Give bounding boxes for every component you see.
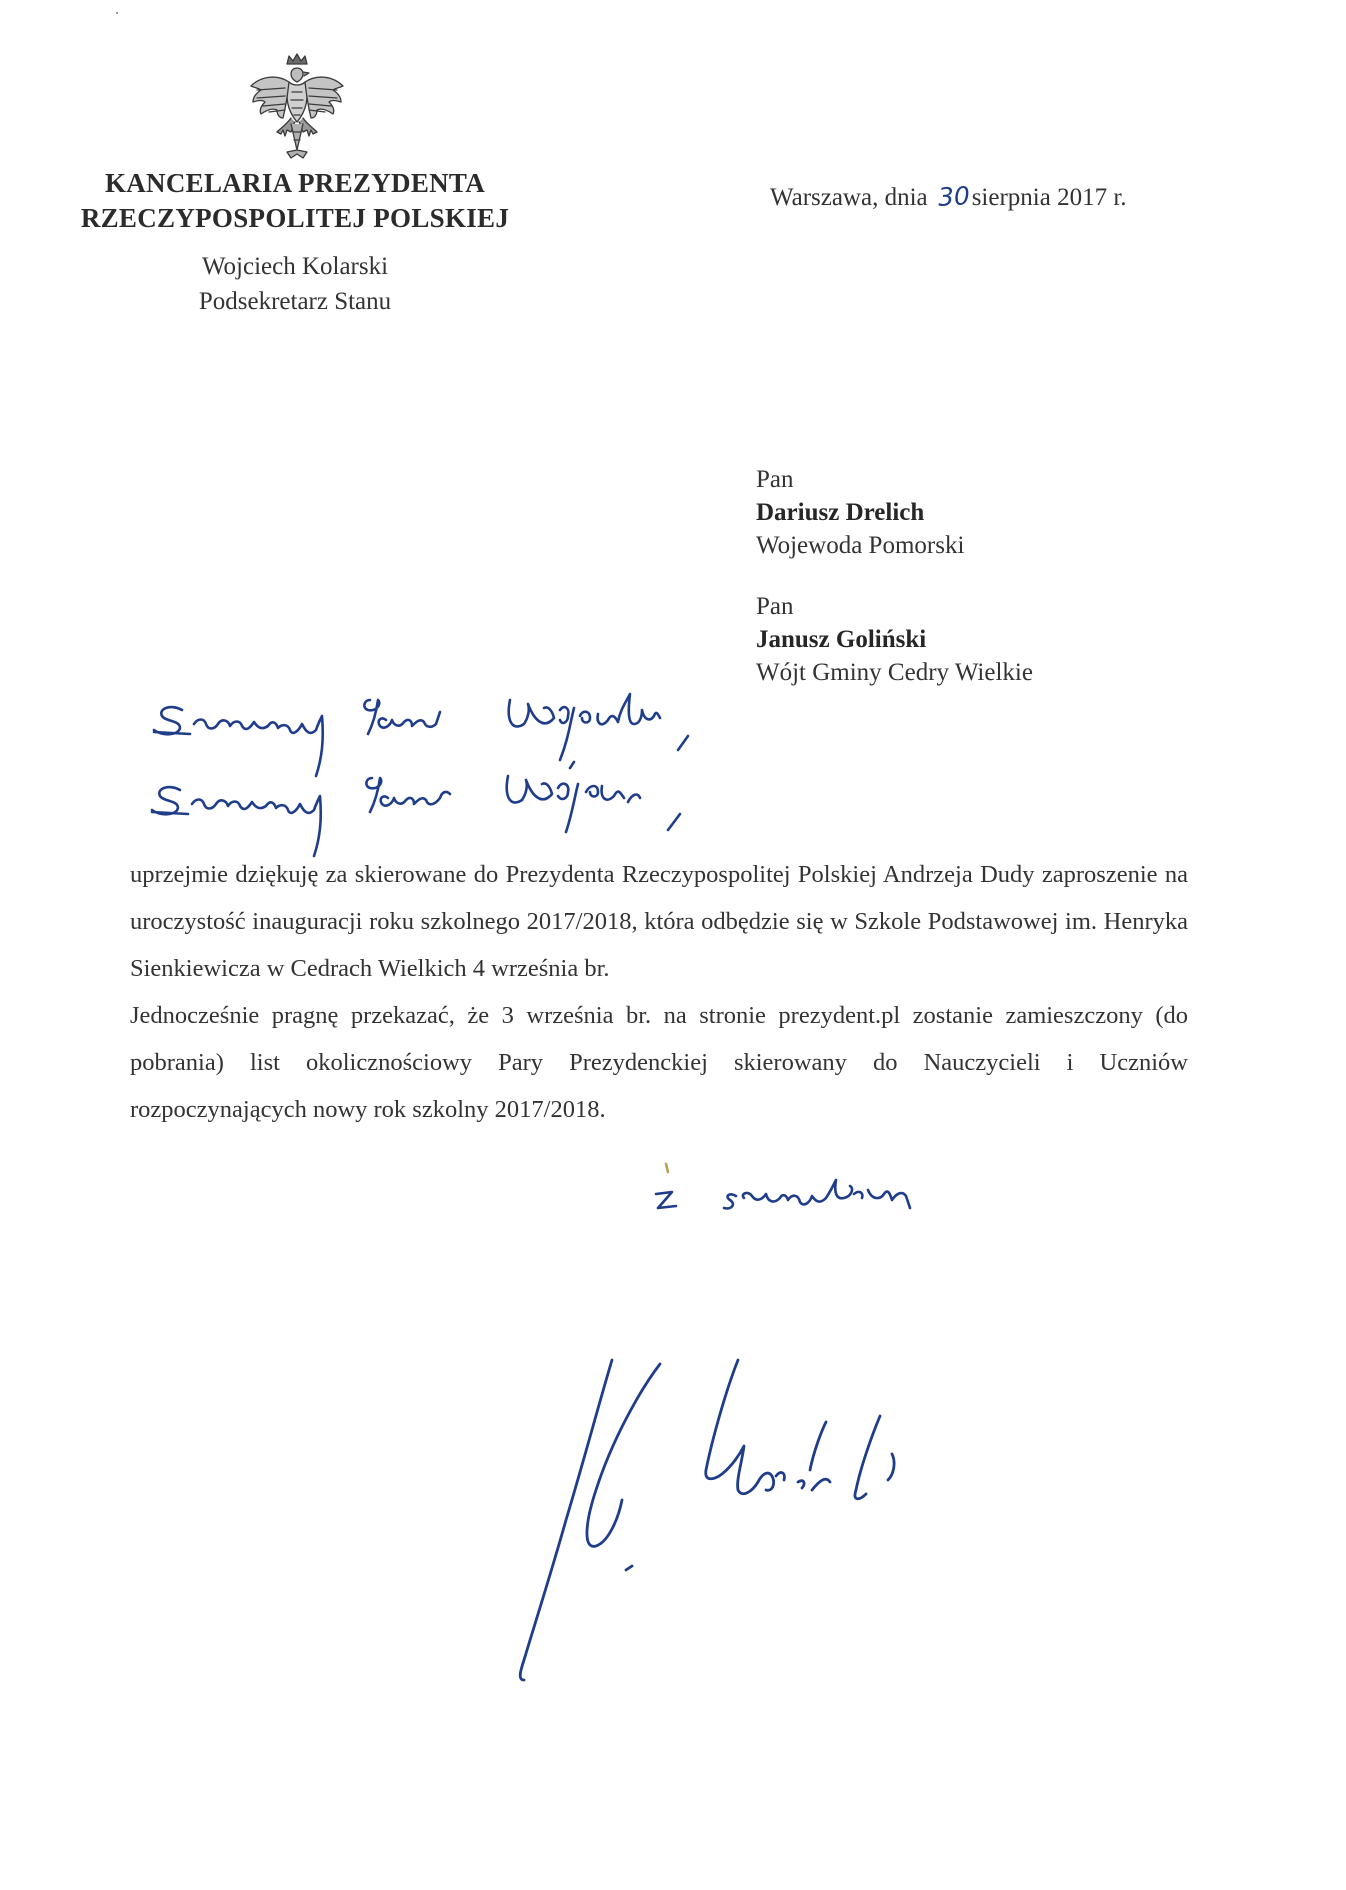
recipient	[756, 590, 1033, 689]
date-prefix: Warszawa, dnia	[770, 184, 928, 211]
signer-title: Podsekretarz Stanu	[198, 288, 392, 315]
recipient-role: Wójt Gminy Cedry Wielkie	[756, 659, 1033, 686]
handwritten-closing	[640, 1150, 1060, 1240]
date-day-handwritten: 30	[937, 181, 971, 212]
date-line	[770, 182, 1127, 212]
recipient-salutation: Pan	[756, 466, 794, 493]
recipient-name: Dariusz Drelich	[756, 499, 925, 526]
recipient-salutation: Pan	[756, 593, 794, 620]
office-line-2: RZECZYPOSPOLITEJ POLSKIEJ	[80, 203, 510, 233]
signer-block	[60, 249, 530, 319]
office-header	[60, 166, 530, 236]
recipient-name: Janusz Goliński	[756, 626, 927, 653]
handwritten-greeting	[150, 680, 1100, 880]
office-line-1: KANCELARIA PREZYDENTA	[104, 168, 486, 198]
letter-body	[130, 851, 1188, 1133]
body-paragraph-2: Jednocześnie pragnę przekazać, że 3 września br. na stronie prezydent.pl zostanie zamieszczony (do pobrania) list okolicznościowy Pary Prezydenckiej skierowany do Nauczycieli i Uczniów rozpoczynających nowy rok szkolny 2017/2018.	[130, 1002, 1188, 1123]
handwritten-signature-icon	[500, 1350, 1100, 1710]
signer-name: Wojciech Kolarski	[201, 253, 389, 280]
greeting-line-1	[0, 0, 1, 1]
recipients-block	[756, 463, 1033, 717]
closing-text	[0, 0, 1, 1]
body-paragraph-1: uprzejmie dziękuję za skierowane do Prezydenta Rzeczypospolitej Polskiej Andrzeja Dudy zaproszenie na uroczystość inauguracji roku szkolnego 2017/2018, która odbędzie się w Szkole Podstawowej im. Henryka Sienkiewicza w Cedrach Wielkich 4 września br.	[130, 861, 1188, 982]
greeting-line-2	[0, 0, 1, 1]
scan-speck	[116, 12, 118, 14]
recipient	[756, 463, 1033, 562]
date-suffix: sierpnia 2017 r.	[971, 184, 1127, 211]
polish-eagle-emblem-icon	[247, 52, 347, 162]
recipient-role: Wojewoda Pomorski	[756, 532, 965, 559]
